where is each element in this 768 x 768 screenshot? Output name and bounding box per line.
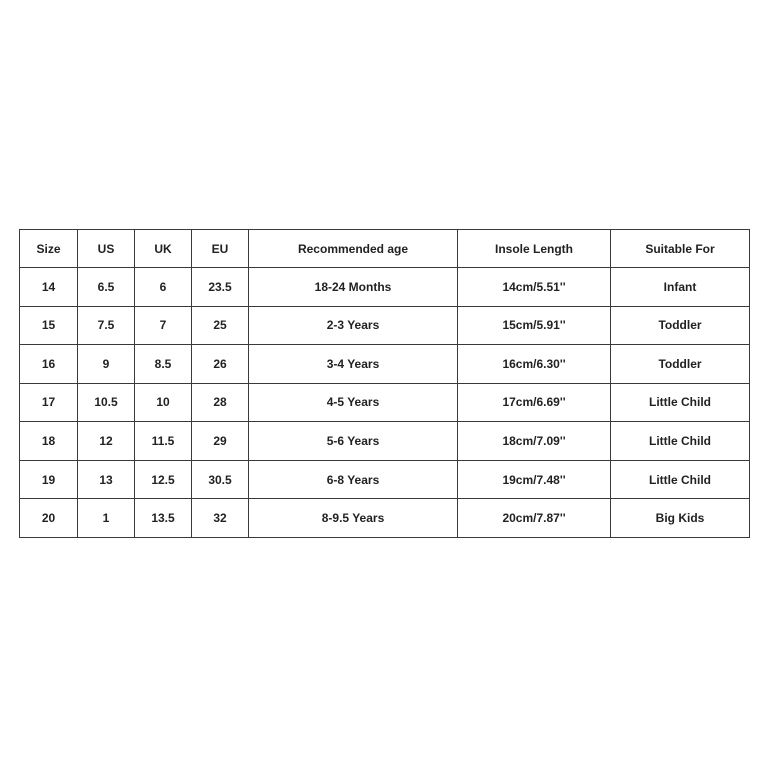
cell-uk: 7 [135,306,192,345]
cell-uk: 13.5 [135,499,192,538]
cell-suitable-for: Big Kids [611,499,750,538]
table-row [20,499,750,538]
cell-eu: 32 [192,499,249,538]
cell-suitable-for: Little Child [611,383,750,422]
cell-suitable-for: Infant [611,268,750,307]
cell-eu: 25 [192,306,249,345]
cell-eu: 28 [192,383,249,422]
cell-eu: 26 [192,345,249,384]
cell-us: 12 [78,422,135,461]
cell-us: 7.5 [78,306,135,345]
table-row [20,383,750,422]
cell-insole-length: 16cm/6.30'' [458,345,611,384]
cell-us: 9 [78,345,135,384]
cell-insole-length: 18cm/7.09'' [458,422,611,461]
cell-recommended-age: 5-6 Years [249,422,458,461]
table-row [20,345,750,384]
header-size: Size [20,230,78,268]
cell-size: 18 [20,422,78,461]
cell-suitable-for: Toddler [611,306,750,345]
cell-uk: 11.5 [135,422,192,461]
cell-uk: 8.5 [135,345,192,384]
cell-suitable-for: Little Child [611,460,750,499]
cell-insole-length: 15cm/5.91'' [458,306,611,345]
table-header-row [20,230,750,268]
cell-recommended-age: 8-9.5 Years [249,499,458,538]
header-eu: EU [192,230,249,268]
cell-size: 15 [20,306,78,345]
cell-insole-length: 17cm/6.69'' [458,383,611,422]
cell-us: 1 [78,499,135,538]
cell-insole-length: 14cm/5.51'' [458,268,611,307]
cell-insole-length: 20cm/7.87'' [458,499,611,538]
cell-uk: 12.5 [135,460,192,499]
cell-size: 14 [20,268,78,307]
cell-uk: 6 [135,268,192,307]
cell-suitable-for: Little Child [611,422,750,461]
cell-eu: 30.5 [192,460,249,499]
cell-eu: 23.5 [192,268,249,307]
cell-suitable-for: Toddler [611,345,750,384]
header-uk: UK [135,230,192,268]
cell-eu: 29 [192,422,249,461]
header-insole-length: Insole Length [458,230,611,268]
cell-us: 6.5 [78,268,135,307]
cell-size: 19 [20,460,78,499]
cell-recommended-age: 6-8 Years [249,460,458,499]
table-row [20,306,750,345]
size-chart-table [19,229,750,538]
cell-recommended-age: 18-24 Months [249,268,458,307]
cell-insole-length: 19cm/7.48'' [458,460,611,499]
cell-recommended-age: 2-3 Years [249,306,458,345]
header-recommended-age: Recommended age [249,230,458,268]
cell-size: 20 [20,499,78,538]
cell-recommended-age: 3-4 Years [249,345,458,384]
cell-size: 16 [20,345,78,384]
table-row [20,460,750,499]
cell-recommended-age: 4-5 Years [249,383,458,422]
header-us: US [78,230,135,268]
table-row [20,422,750,461]
cell-uk: 10 [135,383,192,422]
cell-size: 17 [20,383,78,422]
cell-us: 13 [78,460,135,499]
cell-us: 10.5 [78,383,135,422]
header-suitable-for: Suitable For [611,230,750,268]
table-row [20,268,750,307]
